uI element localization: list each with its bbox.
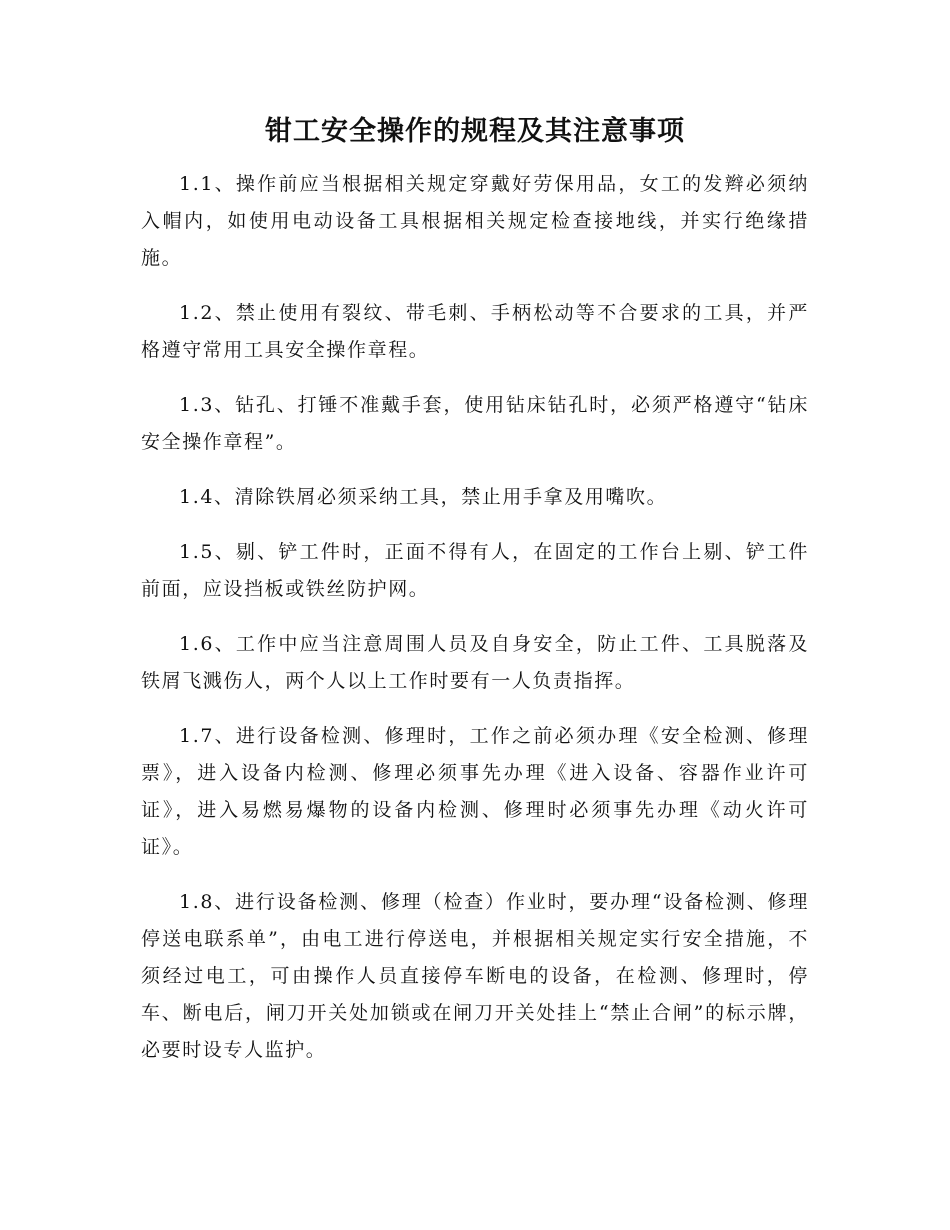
paragraph-1-8: 1.8、进行设备检测、修理（检查）作业时，要办理“设备检测、修理停送电联系单”，由电工进行停送电，并根据相关规定实行安全措施，不须经过电工，可由操作人员直接停车断电的设备，在检测、修理时，停车、断电后，闸刀开关处加锁或在闸刀开关处挂上“禁止合闸”的标示牌，必要时设专人监护。 — [141, 891, 809, 1061]
document-title: 钳工安全操作的规程及其注意事项 — [265, 116, 685, 147]
paragraph-1-1: 1.1、操作前应当根据相关规定穿戴好劳保用品，女工的发辫必须纳入帽内，如使用电动设备工具根据相关规定检查接地线，并实行绝缘措施。 — [141, 173, 809, 269]
paragraph-1-4: 1.4、清除铁屑必须采纳工具，禁止用手拿及用嘴吹。 — [179, 486, 668, 508]
paragraph-1-2: 1.2、禁止使用有裂纹、带毛刺、手柄松动等不合要求的工具，并严格遵守常用工具安全操作章程。 — [141, 302, 809, 361]
paragraph-1-3: 1.3、钻孔、打锤不准戴手套，使用钻床钻孔时，必须严格遵守“钻床安全操作章程”。 — [141, 394, 809, 453]
paragraph-1-7: 1.7、进行设备检测、修理时，工作之前必须办理《安全检测、修理票》，进入设备内检测、修理必须事先办理《进入设备、容器作业许可证》，进入易燃易爆物的设备内检测、修理时必须事先办理《动火许可证》。 — [141, 725, 809, 858]
paragraph-1-6: 1.6、工作中应当注意周围人员及自身安全，防止工件、工具脱落及铁屑飞溅伤人，两个人以上工作时要有一人负责指挥。 — [141, 633, 809, 692]
document-body — [141, 166, 809, 1087]
paragraph-1-5: 1.5、剔、铲工件时，正面不得有人，在固定的工作台上剔、铲工件前面，应设挡板或铁丝防护网。 — [141, 541, 809, 600]
